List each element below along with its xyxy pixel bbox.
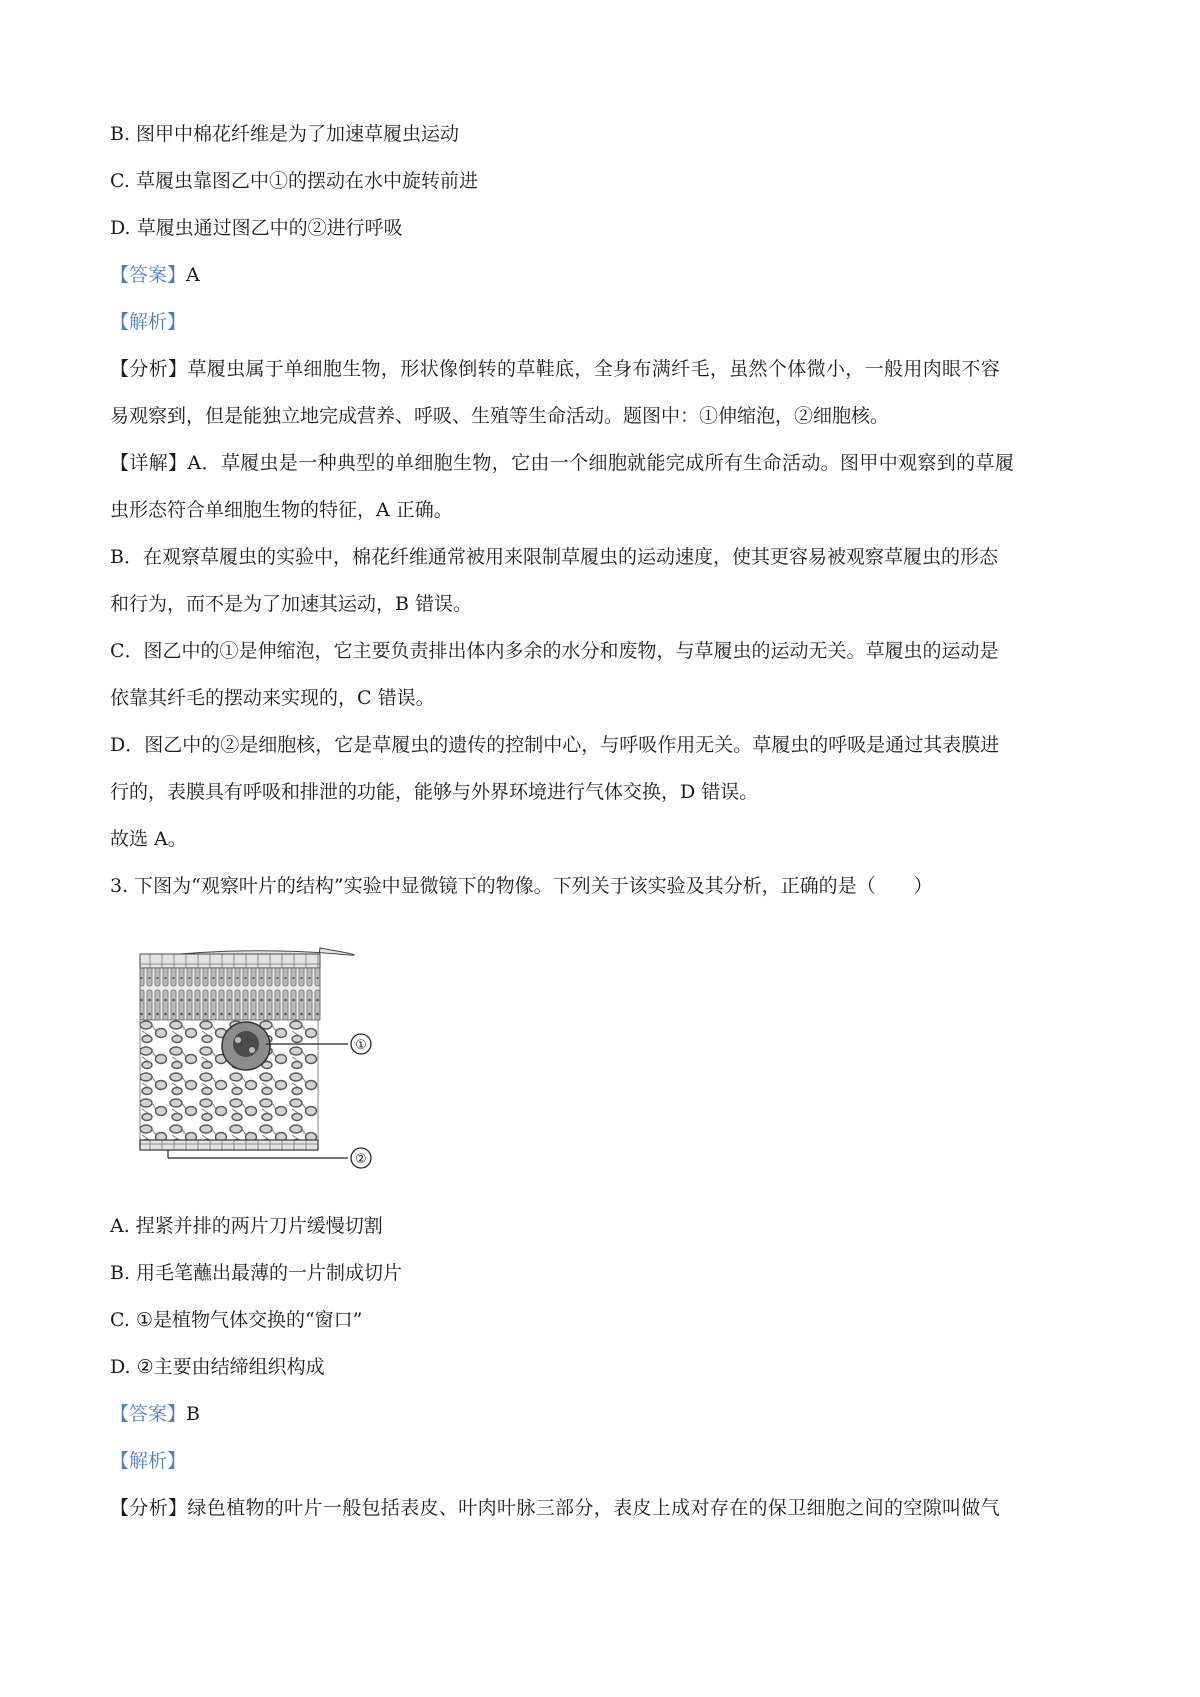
q3-option-c: C. ①是植物气体交换的“窗口”: [110, 1309, 363, 1331]
leaf-cross-section-figure: [138, 940, 418, 1180]
option-b-prev: B. 图甲中棉花纤维是为了加速草履虫运动: [110, 123, 460, 145]
q3-fenxi-text-1: 绿色植物的叶片一般包括表皮、叶肉叶脉三部分，表皮上成对存在的保卫细胞之间的空隙叫做气: [187, 1497, 1001, 1519]
fenxi-line-1: [110, 356, 1000, 382]
fenxi-tag: 【分析】: [110, 358, 188, 380]
analysis-tag: 【解析】: [110, 311, 187, 333]
xiangjie-d-2: 行的，表膜具有呼吸和排泄的功能，能够与外界环境进行气体交换，D 错误。: [110, 781, 759, 803]
label-1: ①: [355, 1038, 367, 1053]
answer-value: A: [186, 264, 200, 286]
xiangjie-b-1: B．在观察草履虫的实验中，棉花纤维通常被用来限制草履虫的运动速度，使其更容易被观察草履虫的形态: [110, 546, 998, 568]
xiangjie-c-2: 依靠其纤毛的摆动来实现的，C 错误。: [110, 687, 435, 709]
q3-option-d: D. ②主要由结缔组织构成: [110, 1356, 325, 1378]
answer-tag: 【答案】: [110, 264, 187, 286]
fenxi-line-2: 易观察到，但是能独立地完成营养、呼吸、生殖等生命活动。题图中：①伸缩泡，②细胞核。: [110, 405, 890, 427]
xiangjie-d-1: D．图乙中的②是细胞核，它是草履虫的遗传的控制中心，与呼吸作用无关。草履虫的呼吸是通过其表膜进: [110, 734, 1000, 756]
question-3-stem: 3. 下图为“观察叶片的结构”实验中显微镜下的物像。下列关于该实验及其分析，正确的是（ ）: [110, 875, 933, 897]
xiangjie-line-1: [110, 450, 1014, 476]
label-2: ②: [355, 1152, 367, 1167]
xiangjie-b-2: 和行为，而不是为了加速其运动，B 错误。: [110, 593, 473, 615]
xiangjie-tag: 【详解】: [110, 452, 188, 474]
q3-answer-value: B: [186, 1403, 200, 1425]
xiangjie-a-1: A．草履虫是一种典型的单细胞生物，它由一个细胞就能完成所有生命活动。图甲中观察到的草履: [187, 452, 1015, 474]
fenxi-text-1: 草履虫属于单细胞生物，形状像倒转的草鞋底，全身布满纤毛，虽然个体微小，一般用肉眼不容: [187, 358, 1001, 380]
q3-answer-line: [110, 1401, 200, 1427]
answer-line: [110, 262, 200, 288]
xiangjie-c-1: C．图乙中的①是伸缩泡，它主要负责排出体内多余的水分和废物，与草履虫的运动无关。草履虫的运动是: [110, 640, 999, 662]
q3-fenxi-tag: 【分析】: [110, 1497, 188, 1519]
option-c-prev: C. 草履虫靠图乙中①的摆动在水中旋转前进: [110, 170, 478, 192]
q3-fenxi-line-1: [110, 1495, 1000, 1521]
conclusion: 故选 A。: [110, 828, 187, 850]
xiangjie-a-2: 虫形态符合单细胞生物的特征，A 正确。: [110, 499, 453, 521]
q3-answer-tag: 【答案】: [110, 1403, 187, 1425]
q3-option-b: B. 用毛笔蘸出最薄的一片制成切片: [110, 1262, 403, 1284]
option-d-prev: D. 草履虫通过图乙中的②进行呼吸: [110, 217, 403, 239]
q3-analysis-tag: 【解析】: [110, 1450, 187, 1472]
q3-option-a: A. 捏紧并排的两片刀片缓慢切割: [110, 1215, 383, 1237]
